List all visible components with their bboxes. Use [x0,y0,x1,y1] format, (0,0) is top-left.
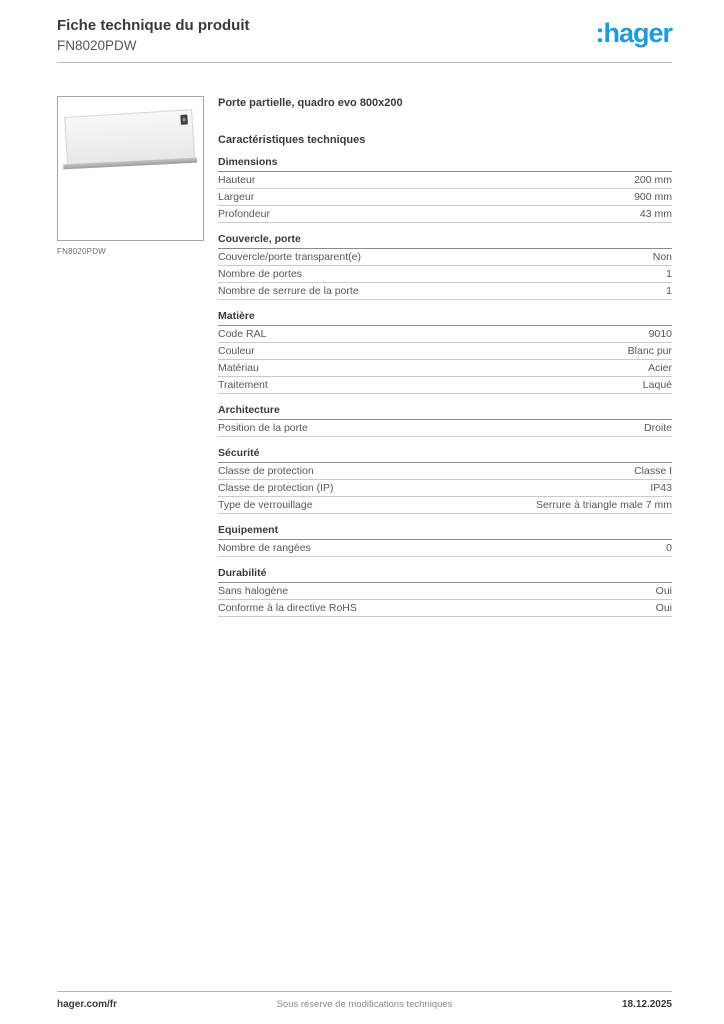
characteristics-title: Caractéristiques techniques [218,133,366,146]
spec-row-label: Hauteur [218,173,256,186]
spec-row [218,377,672,394]
spec-row-value: Acier [648,361,672,374]
spec-row-value: 9010 [648,327,672,340]
spec-row-value: 43 mm [639,207,672,220]
page-title: Fiche technique du produit [57,17,250,34]
spec-section-rows [218,540,672,557]
spec-row-value: Serrure à triangle male 7 mm [536,498,672,511]
spec-row-value: IP43 [650,481,672,494]
spec-row [218,360,672,377]
product-name: Porte partielle, quadro evo 800x200 [218,96,403,109]
spec-row-value: Classe I [634,464,672,477]
spec-section-title: Durabilité [218,567,672,583]
datasheet-page [57,0,672,617]
spec-row [218,540,672,557]
footer-row [57,999,672,1010]
spec-row [218,463,672,480]
spec-section [218,524,672,557]
spec-row-value: Droite [643,421,672,434]
spec-row [218,206,672,223]
spec-section-title: Couvercle, porte [218,233,672,249]
spec-row-label: Largeur [218,190,255,203]
spec-section-title: Sécurité [218,447,672,463]
main-content [57,96,672,617]
spec-section-rows [218,326,672,394]
spec-row-value: 1 [666,267,672,280]
spec-row [218,326,672,343]
spec-row [218,420,672,437]
page-footer [57,991,672,1010]
spec-section-rows [218,172,672,223]
spec-row [218,266,672,283]
spec-row-value: Blanc pur [627,344,672,357]
spec-row-label: Traitement [218,378,268,391]
spec-row-label: Couvercle/porte transparent(e) [218,250,361,263]
product-reference: FN8020PDW [57,37,137,53]
spec-row-value: Oui [655,584,672,597]
product-image [57,96,204,241]
spec-section-title: Architecture [218,404,672,420]
spec-section-title: Matière [218,310,672,326]
spec-section [218,567,672,617]
spec-row-label: Classe de protection (IP) [218,481,334,494]
spec-row-value: Non [652,250,672,263]
spec-row [218,189,672,206]
spec-row-label: Matériau [218,361,259,374]
spec-row [218,283,672,300]
spec-row [218,480,672,497]
spec-section [218,310,672,394]
spec-row-label: Type de verrouillage [218,498,313,511]
spec-row-label: Position de la porte [218,421,308,434]
spec-section [218,233,672,300]
spec-row-value: Oui [655,601,672,614]
spec-section-rows [218,463,672,514]
footer-date: 18.12.2025 [621,999,672,1010]
spec-row [218,497,672,514]
enclosure-door-illustration [64,109,196,179]
spec-row-value: 900 mm [634,190,672,203]
spec-section-rows [218,420,672,437]
spec-row-label: Nombre de serrure de la porte [218,284,359,297]
spec-row-label: Nombre de rangées [218,541,311,554]
page-header [57,0,672,53]
spec-row-label: Profondeur [218,207,270,220]
header-title-block [57,17,250,53]
spec-section [218,447,672,514]
product-image-column [57,96,205,617]
spec-row-label: Couleur [218,344,255,357]
spec-row-value: 200 mm [634,173,672,186]
spec-section-rows [218,249,672,300]
spec-section [218,156,672,223]
hager-website-link[interactable]: hager.com/fr [57,999,118,1010]
spec-section-title: Dimensions [218,156,672,172]
spec-row-value: 0 [666,541,672,554]
spec-row [218,583,672,600]
spec-row-label: Conforme à la directive RoHS [218,601,357,614]
spec-sections [218,156,672,617]
product-image-caption: FN8020PDW [57,246,106,256]
spec-row-value: Laqué [642,378,672,391]
spec-row-label: Classe de protection [218,464,314,477]
footer-disclaimer: Sous réserve de modifications techniques [276,999,453,1010]
spec-row [218,343,672,360]
spec-row-value: 1 [666,284,672,297]
door-lock-icon [180,114,188,124]
spec-row-label: Nombre de portes [218,267,303,280]
spec-section [218,404,672,437]
spec-row-label: Sans halogène [218,584,289,597]
spec-row [218,600,672,617]
spec-section-rows [218,583,672,617]
spec-column [218,96,672,617]
spec-row [218,172,672,189]
spec-row [218,249,672,266]
hager-logo: :hager [595,18,672,48]
spec-row-label: Code RAL [218,327,267,340]
header-divider [57,62,672,63]
spec-section-title: Equipement [218,524,672,540]
